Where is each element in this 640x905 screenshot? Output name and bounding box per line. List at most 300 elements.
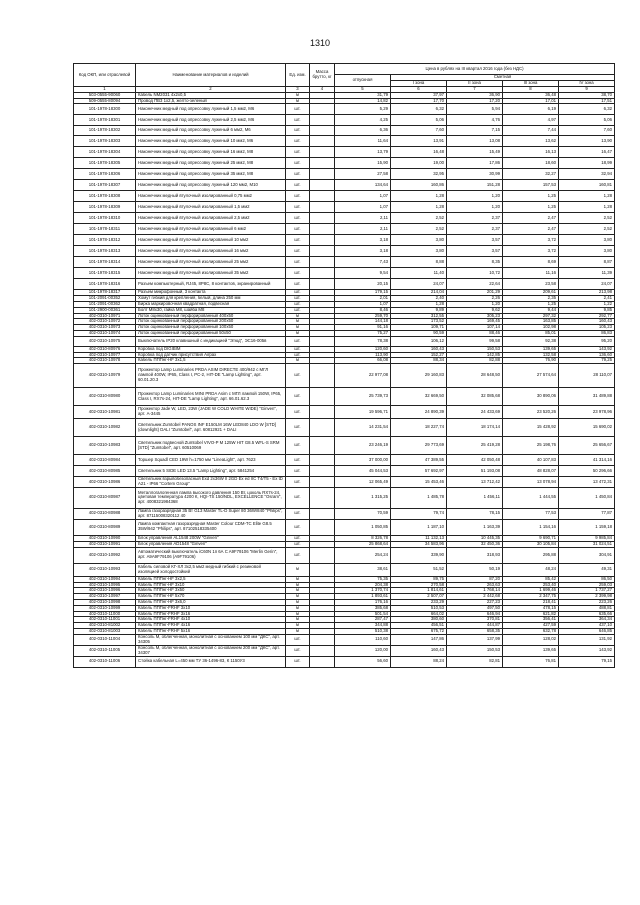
- row-code: 402-0310-10972: [74, 319, 136, 325]
- row-price-zone-3: 4,97: [503, 115, 559, 126]
- row-code: 402-0310-11001: [74, 617, 136, 623]
- row-unit: м: [286, 313, 310, 319]
- row-name: Прожектор Jade W, LED, 23W (JADE W COLD WHITE WIDE) "Ginven", арт. А-3445: [136, 406, 286, 419]
- row-price-otpusk: 204,38: [335, 582, 391, 588]
- row-price-zone-1: 2,52: [391, 213, 447, 224]
- row-price-zone-2: 82,81: [447, 656, 503, 667]
- header-zone-2: II зона: [447, 81, 503, 87]
- row-price-otpusk: 1,07: [335, 191, 391, 202]
- row-code: 101-1978-18308: [74, 191, 136, 202]
- row-price-otpusk: 6,36: [335, 126, 391, 136]
- row-price-otpusk: 8 326,78: [335, 535, 391, 541]
- row-code: 402-0310-10992: [74, 547, 136, 563]
- row-price-zone-4: 11,39: [559, 268, 615, 279]
- row-price-otpusk: 11,64: [335, 136, 391, 147]
- row-unit: м: [286, 563, 310, 576]
- row-price-zone-1: 1,28: [391, 191, 447, 202]
- row-price-zone-3: 2,47: [503, 213, 559, 224]
- row-code: 402-0310-10997: [74, 594, 136, 600]
- row-price-zone-3: 128,02: [503, 634, 559, 645]
- row-price-zone-4: 79,15: [559, 656, 615, 667]
- row-unit: шт.: [286, 279, 310, 290]
- row-price-zone-3: 9 690,71: [503, 535, 559, 541]
- row-name: Наконечник медный втулочный изолированный 35 мм2: [136, 268, 286, 279]
- table-row: [74, 455, 615, 466]
- row-price-zone-2: 10,72: [447, 268, 503, 279]
- row-price-otpusk: 3,18: [335, 246, 391, 257]
- row-mass: [310, 508, 335, 519]
- row-code: 101-1978-18300: [74, 104, 136, 115]
- row-price-otpusk: 56,60: [335, 656, 391, 667]
- row-price-zone-4: 86,83: [559, 330, 615, 336]
- table-body: [74, 92, 615, 667]
- row-price-zone-3: 76,90: [503, 358, 559, 364]
- row-price-zone-4: 7,60: [559, 126, 615, 136]
- table-row: [74, 235, 615, 246]
- header-zone-1: I зона: [391, 81, 447, 87]
- row-price-zone-4: 223,26: [559, 599, 615, 605]
- row-price-otpusk: 385,68: [335, 605, 391, 611]
- row-price-zone-3: 23,58: [503, 279, 559, 290]
- table-row: [74, 115, 615, 126]
- row-name: Кабель ПППнг-FRHF 4x16: [136, 623, 286, 629]
- row-unit: шт.: [286, 246, 310, 257]
- row-price-zone-3: 1,25: [503, 191, 559, 202]
- row-price-zone-2: 13 712,42: [447, 477, 503, 488]
- row-price-zone-4: 49,31: [559, 563, 615, 576]
- row-unit: шт.: [286, 508, 310, 519]
- row-name: Наконечник медный втулочный изолированный 25 мм2: [136, 257, 286, 268]
- row-name: Кабель ПППнг-HF 5x70: [136, 594, 286, 600]
- table-row: [74, 191, 615, 202]
- row-name: Кабель ПППнг-HF 3x1,5: [136, 358, 286, 364]
- row-price-otpusk: 1 315,25: [335, 487, 391, 508]
- row-price-otpusk: 4,25: [335, 115, 391, 126]
- row-code: 503-0555-90060: [74, 92, 136, 98]
- row-mass: [310, 147, 335, 158]
- row-price-zone-4: 32,94: [559, 169, 615, 180]
- row-price-zone-3: 478,15: [503, 605, 559, 611]
- row-price-zone-2: 25 419,28: [447, 437, 503, 455]
- row-code: 101-1978-18315: [74, 268, 136, 279]
- row-unit: шт.: [286, 437, 310, 455]
- row-price-zone-4: 50 296,66: [559, 466, 615, 477]
- row-price-zone-4: 437,10: [559, 623, 615, 629]
- row-price-zone-1: 11 132,13: [391, 535, 447, 541]
- row-price-zone-1: 9,89: [391, 307, 447, 313]
- row-price-otpusk: 13,79: [335, 147, 391, 158]
- row-code: 402-0310-10982: [74, 419, 136, 437]
- row-price-otpusk: 1 370,74: [335, 588, 391, 594]
- row-unit: шт.: [286, 352, 310, 358]
- row-price-otpusk: 120,60: [335, 346, 391, 352]
- row-price-zone-2: 17,86: [447, 158, 503, 169]
- row-price-zone-2: 444,87: [447, 623, 503, 629]
- row-price-otpusk: 22 977,08: [335, 364, 391, 388]
- row-unit: шт.: [286, 645, 310, 656]
- row-name: Наконечник медный под опрессовку луженый 6 мм2, М6: [136, 126, 286, 136]
- row-price-otpusk: 1,07: [335, 202, 391, 213]
- row-price-zone-3: 218,41: [503, 599, 559, 605]
- row-price-otpusk: 70,59: [335, 508, 391, 519]
- row-price-zone-3: 632,78: [503, 628, 559, 634]
- row-price-zone-1: 79,74: [391, 508, 447, 519]
- row-price-zone-2: 646,94: [447, 611, 503, 617]
- row-price-zone-1: 2,52: [391, 224, 447, 235]
- row-name: Лоток оцинкованный перфорированный 50x50: [136, 330, 286, 336]
- row-price-zone-1: 32 669,50: [391, 388, 447, 406]
- row-price-zone-3: 139,65: [503, 645, 559, 656]
- row-price-zone-2: 36,90: [447, 92, 503, 98]
- row-price-zone-4: 41 314,16: [559, 455, 615, 466]
- row-mass: [310, 656, 335, 667]
- row-price-otpusk: 5,29: [335, 104, 391, 115]
- row-price-zone-4: 77,87: [559, 508, 615, 519]
- row-code: 402-0310-10973: [74, 325, 136, 331]
- header-price-title: Цена в рублях на III квартал 2016 года (без НДС): [335, 64, 615, 75]
- row-name: Бирка маркировочная квадратная, подвесная: [136, 301, 286, 307]
- row-code: 402-0310-11005: [74, 645, 136, 656]
- row-unit: м: [286, 611, 310, 617]
- row-mass: [310, 455, 335, 466]
- row-code: 101-1978-18314: [74, 257, 136, 268]
- row-price-otpusk: 110,60: [335, 634, 391, 645]
- row-price-zone-3: 253,40: [503, 582, 559, 588]
- row-code: 402-0310-10981: [74, 406, 136, 419]
- row-price-otpusk: 37 000,00: [335, 455, 391, 466]
- row-price-zone-2: 1 768,14: [447, 588, 503, 594]
- row-mass: [310, 563, 335, 576]
- row-price-otpusk: 510,38: [335, 628, 391, 634]
- header-name: Наименование материалов и изделий: [136, 64, 286, 87]
- row-price-zone-2: 78,15: [447, 508, 503, 519]
- row-code: 402-0310-10983: [74, 437, 136, 455]
- row-price-zone-1: 3,80: [391, 235, 447, 246]
- table-row: [74, 487, 615, 508]
- row-price-otpusk: 2,11: [335, 224, 391, 235]
- row-price-otpusk: 75,27: [335, 330, 391, 336]
- row-price-zone-1: 1 187,10: [391, 519, 447, 535]
- row-code: 509-0555-80094: [74, 98, 136, 104]
- table-row: [74, 158, 615, 169]
- row-price-otpusk: 287,47: [335, 617, 391, 623]
- row-price-zone-4: 1,28: [559, 191, 615, 202]
- row-price-zone-1: 339,90: [391, 547, 447, 563]
- row-price-zone-1: 214,04: [391, 290, 447, 296]
- row-price-zone-2: 18 174,14: [447, 419, 503, 437]
- row-price-otpusk: 15,90: [335, 158, 391, 169]
- row-price-zone-4: 9 985,84: [559, 535, 615, 541]
- row-name: Коробка под DIGIBIM: [136, 346, 286, 352]
- row-unit: шт.: [286, 419, 310, 437]
- row-mass: [310, 519, 335, 535]
- row-name: Наконечник медный втулочный изолированный 0,75 мм2: [136, 191, 286, 202]
- row-name: Автоматический выключатель iC60N 1п 6А C A9F79106 "Merlin Gerin", арт. A9A9F79106 (A9F79106): [136, 547, 286, 563]
- row-mass: [310, 268, 335, 279]
- row-price-otpusk: 19 596,71: [335, 406, 391, 419]
- row-price-zone-3: 9,44: [503, 307, 559, 313]
- row-price-otpusk: 134,64: [335, 180, 391, 191]
- table-row: [74, 656, 615, 667]
- row-price-zone-4: 86,50: [559, 576, 615, 582]
- row-price-zone-1: 6,32: [391, 104, 447, 115]
- row-price-zone-2: 17,20: [447, 98, 503, 104]
- row-mass: [310, 634, 335, 645]
- row-price-zone-2: 497,50: [447, 605, 503, 611]
- row-price-zone-3: 16,13: [503, 147, 559, 158]
- row-price-zone-3: 85,01: [503, 330, 559, 336]
- row-price-zone-3: 2,35: [503, 296, 559, 302]
- row-price-zone-4: 160,81: [559, 180, 615, 191]
- row-price-zone-2: 1,20: [447, 202, 503, 213]
- row-price-zone-4: 213,98: [559, 290, 615, 296]
- row-price-zone-4: 131,92: [559, 634, 615, 645]
- row-code: 101-1978-18307: [74, 180, 136, 191]
- row-price-zone-1: 8,88: [391, 257, 447, 268]
- row-name: Разъем компьютерный, RJ45, 8P8C, 8 контактов, экранированный: [136, 279, 286, 290]
- row-name: Кабель ПППнг-FRHF 3x16: [136, 611, 286, 617]
- row-price-zone-1: 380,60: [391, 617, 447, 623]
- row-price-zone-2: 2,26: [447, 296, 503, 302]
- row-price-zone-4: 292,77: [559, 313, 615, 319]
- row-price-otpusk: 176,16: [335, 599, 391, 605]
- row-price-zone-4: 1,22: [559, 301, 615, 307]
- table-row: [74, 437, 615, 455]
- row-price-otpusk: 113,90: [335, 352, 391, 358]
- row-price-zone-1: 160,43: [391, 346, 447, 352]
- row-mass: [310, 136, 335, 147]
- row-name: Кабель ПППнг-FRHF 3x10: [136, 605, 286, 611]
- row-price-zone-4: 9,85: [559, 307, 615, 313]
- row-price-zone-4: 13 472,31: [559, 477, 615, 488]
- table-row: [74, 563, 615, 576]
- row-price-otpusk: 7,43: [335, 257, 391, 268]
- row-price-zone-2: 169,45: [447, 319, 503, 325]
- row-price-zone-1: 1,28: [391, 301, 447, 307]
- row-unit: шт.: [286, 191, 310, 202]
- header-mass: Масса брутто, кг: [310, 64, 335, 87]
- row-price-zone-3: 76,81: [503, 656, 559, 667]
- row-price-otpusk: 31,79: [335, 92, 391, 98]
- row-price-zone-4: 23 978,96: [559, 406, 615, 419]
- table-row: [74, 279, 615, 290]
- row-unit: м: [286, 92, 310, 98]
- row-price-zone-2: 7,15: [447, 126, 503, 136]
- row-unit: шт.: [286, 634, 310, 645]
- row-name: Светильник Zumtobel PANOS INF E150LM 16W LED840 LDO W [STD] (downlight) DALI "Zumtobel", арт. 60812921 + DALI: [136, 419, 286, 437]
- row-price-zone-2: 30,99: [447, 169, 503, 180]
- row-mass: [310, 104, 335, 115]
- row-price-zone-4: 3,80: [559, 246, 615, 257]
- row-code: 402-0310-80980: [74, 388, 136, 406]
- row-code: 402-0310-10991: [74, 541, 136, 547]
- row-price-zone-4: 488,81: [559, 605, 615, 611]
- row-mass: [310, 213, 335, 224]
- row-code: 402-0310-81003: [74, 628, 136, 634]
- row-price-zone-1: 510,53: [391, 605, 447, 611]
- row-price-zone-3: 18,60: [503, 158, 559, 169]
- row-mass: [310, 202, 335, 213]
- row-price-zone-2: 32 450,36: [447, 541, 503, 547]
- row-unit: шт.: [286, 104, 310, 115]
- row-unit: шт.: [286, 136, 310, 147]
- row-unit: м: [286, 617, 310, 623]
- row-price-zone-3: 621,82: [503, 611, 559, 617]
- row-price-zone-4: 364,34: [559, 617, 615, 623]
- table-row: [74, 466, 615, 477]
- row-price-zone-3: 1,25: [503, 301, 559, 307]
- row-name: Кабель ПППнг-HF 3x6,0: [136, 599, 286, 605]
- table-row: [74, 257, 615, 268]
- row-price-zone-1: 51,52: [391, 563, 447, 576]
- row-price-zone-2: 318,93: [447, 547, 503, 563]
- row-price-otpusk: 501,54: [335, 611, 391, 617]
- row-code: 101-1978-18309: [74, 202, 136, 213]
- row-price-otpusk: 25 868,64: [335, 541, 391, 547]
- row-price-zone-2: 305,23: [447, 313, 503, 319]
- row-name: Разъем микрофонный, 3 контакта: [136, 290, 286, 296]
- row-code: 402-0310-10996: [74, 588, 136, 594]
- row-price-zone-3: 8,69: [503, 257, 559, 268]
- row-unit: шт.: [286, 487, 310, 508]
- row-code: 402-0310-80976: [74, 346, 136, 352]
- row-name: Наконечник медный втулочный изолированный 10 мм2: [136, 235, 286, 246]
- row-price-otpusk: 75,35: [335, 576, 391, 582]
- row-mass: [310, 487, 335, 508]
- row-price-zone-3: 48 828,07: [503, 466, 559, 477]
- row-code: 402-0310-10999: [74, 605, 136, 611]
- row-price-zone-4: 160,43: [559, 319, 615, 325]
- row-price-otpusk: 254,24: [335, 547, 391, 563]
- row-name: Торшер Squadl CED 19W h=1750 мм "LineaLight", арт. 7623: [136, 455, 286, 466]
- row-unit: шт.: [286, 224, 310, 235]
- row-price-zone-2: 82,88: [447, 358, 503, 364]
- row-price-zone-4: 95,20: [559, 336, 615, 346]
- row-price-zone-1: 456,51: [391, 623, 447, 629]
- row-price-zone-3: 297,32: [503, 313, 559, 319]
- row-name: Наконечник медный под опрессовку луженый 10 мм2, М6: [136, 136, 286, 147]
- row-code: 101-1978-18312: [74, 235, 136, 246]
- table-row: [74, 477, 615, 488]
- row-price-zone-3: 356,41: [503, 617, 559, 623]
- row-name: Болт М8x30, гайка М8, шайба М8: [136, 307, 286, 313]
- row-price-zone-4: 24,07: [559, 279, 615, 290]
- row-price-otpusk: 179,15: [335, 290, 391, 296]
- table-row: [74, 246, 615, 257]
- row-unit: м: [286, 98, 310, 104]
- row-price-zone-1: 1,28: [391, 202, 447, 213]
- table-row: [74, 519, 615, 535]
- row-price-zone-3: 23 520,26: [503, 406, 559, 419]
- row-unit: шт.: [286, 202, 310, 213]
- row-mass: [310, 191, 335, 202]
- row-mass: [310, 169, 335, 180]
- row-price-zone-4: 105,23: [559, 325, 615, 331]
- row-name: Наконечник медный втулочный изолированный 6 мм2: [136, 224, 286, 235]
- row-code: 402-0310-10977: [74, 352, 136, 358]
- row-mass: [310, 477, 335, 488]
- row-price-zone-4: 79,25: [559, 358, 615, 364]
- row-price-zone-2: 5,94: [447, 104, 503, 115]
- row-price-otpusk: 1,07: [335, 301, 391, 307]
- row-price-otpusk: 2,01: [335, 296, 391, 302]
- row-code: 402-0310-10990: [74, 535, 136, 541]
- col-num: 6: [391, 87, 447, 93]
- row-price-otpusk: 14,82: [335, 98, 391, 104]
- row-unit: шт.: [286, 290, 310, 296]
- header-zone-3: III зона: [503, 81, 559, 87]
- row-code: 402-0310-80987: [74, 487, 136, 508]
- header-otpusk: отпускная: [335, 75, 391, 87]
- row-price-zone-2: 3,57: [447, 246, 503, 257]
- header-code: Код ОКП, или отраслевой: [74, 64, 136, 87]
- row-name: Консоль М, облегченная, монолитная с основанием 100 мм "ДКС", арт. 34305: [136, 634, 286, 645]
- col-num: 5: [335, 87, 391, 93]
- row-price-zone-1: 88,34: [391, 358, 447, 364]
- row-price-zone-1: 3,80: [391, 246, 447, 257]
- table-row: [74, 645, 615, 656]
- row-price-otpusk: 120,00: [335, 645, 391, 656]
- row-name: Прожектор Lamp Luminaries MINI PRDA Asim с МГЛ лампой 150W, IP65, Class I, RX7s-24, HIT-DE "Lamp Lighting", арт. 66.01.62.3: [136, 388, 286, 406]
- row-price-zone-1: 675,72: [391, 628, 447, 634]
- row-name: Наконечник медный под опрессовку луженый 35 мм2, М8: [136, 169, 286, 180]
- row-price-zone-2: 8,35: [447, 257, 503, 268]
- row-mass: [310, 547, 335, 563]
- row-price-zone-4: 8,87: [559, 257, 615, 268]
- row-unit: шт.: [286, 213, 310, 224]
- row-price-zone-1: 29 160,83: [391, 364, 447, 388]
- row-price-zone-2: 51 193,08: [447, 466, 503, 477]
- row-code: 402-0310-10979: [74, 364, 136, 388]
- row-price-zone-2: 151,28: [447, 180, 503, 191]
- row-price-zone-1: 5,06: [391, 115, 447, 126]
- row-mass: [310, 279, 335, 290]
- row-unit: шт.: [286, 169, 310, 180]
- row-code: 101-2900-00361: [74, 307, 136, 313]
- row-price-zone-3: 48,24: [503, 563, 559, 576]
- row-name: Светильник 5 SIDE LED 13.5 "Lamp Lighting", арт. 5841254: [136, 466, 286, 477]
- table-row: [74, 224, 615, 235]
- row-price-otpusk: 27,58: [335, 169, 391, 180]
- row-price-zone-1: 16,48: [391, 147, 447, 158]
- row-price-zone-3: 92,38: [503, 336, 559, 346]
- row-unit: м: [286, 605, 310, 611]
- table-row: [74, 202, 615, 213]
- row-price-zone-4: 16,47: [559, 147, 615, 158]
- row-price-otpusk: 8,46: [335, 307, 391, 313]
- row-name: Лоток оцинкованный перфорированный 200x50: [136, 319, 286, 325]
- row-unit: шт.: [286, 235, 310, 246]
- row-unit: шт.: [286, 257, 310, 268]
- row-code: 402-0310-10974: [74, 330, 136, 336]
- row-unit: шт.: [286, 477, 310, 488]
- row-unit: шт.: [286, 336, 310, 346]
- col-num: 9: [559, 87, 615, 93]
- row-price-zone-1: 13,91: [391, 136, 447, 147]
- row-price-zone-4: 1 159,18: [559, 519, 615, 535]
- table-row: [74, 364, 615, 388]
- row-price-otpusk: 38,61: [335, 563, 391, 576]
- row-price-zone-4: 2,52: [559, 224, 615, 235]
- row-name: Лоток оцинкованный перфорированный 100x50: [136, 325, 286, 331]
- row-name: Металлогалогенная лампа высокого давления 150 Вт, цоколь RX7s-24, цветовая температура 4200 К, HQI-TS 150/NDL, EXCELLENCE "Osram", арт. 4008321984368: [136, 487, 286, 508]
- row-price-zone-3: 157,53: [503, 180, 559, 191]
- row-name: Наконечник медный втулочный изолированный 1,5 мм2: [136, 202, 286, 213]
- row-mass: [310, 257, 335, 268]
- row-name: Блок управления AL1548 200W "Ginven": [136, 535, 286, 541]
- row-price-zone-3: 1 154,16: [503, 519, 559, 535]
- table-row: [74, 547, 615, 563]
